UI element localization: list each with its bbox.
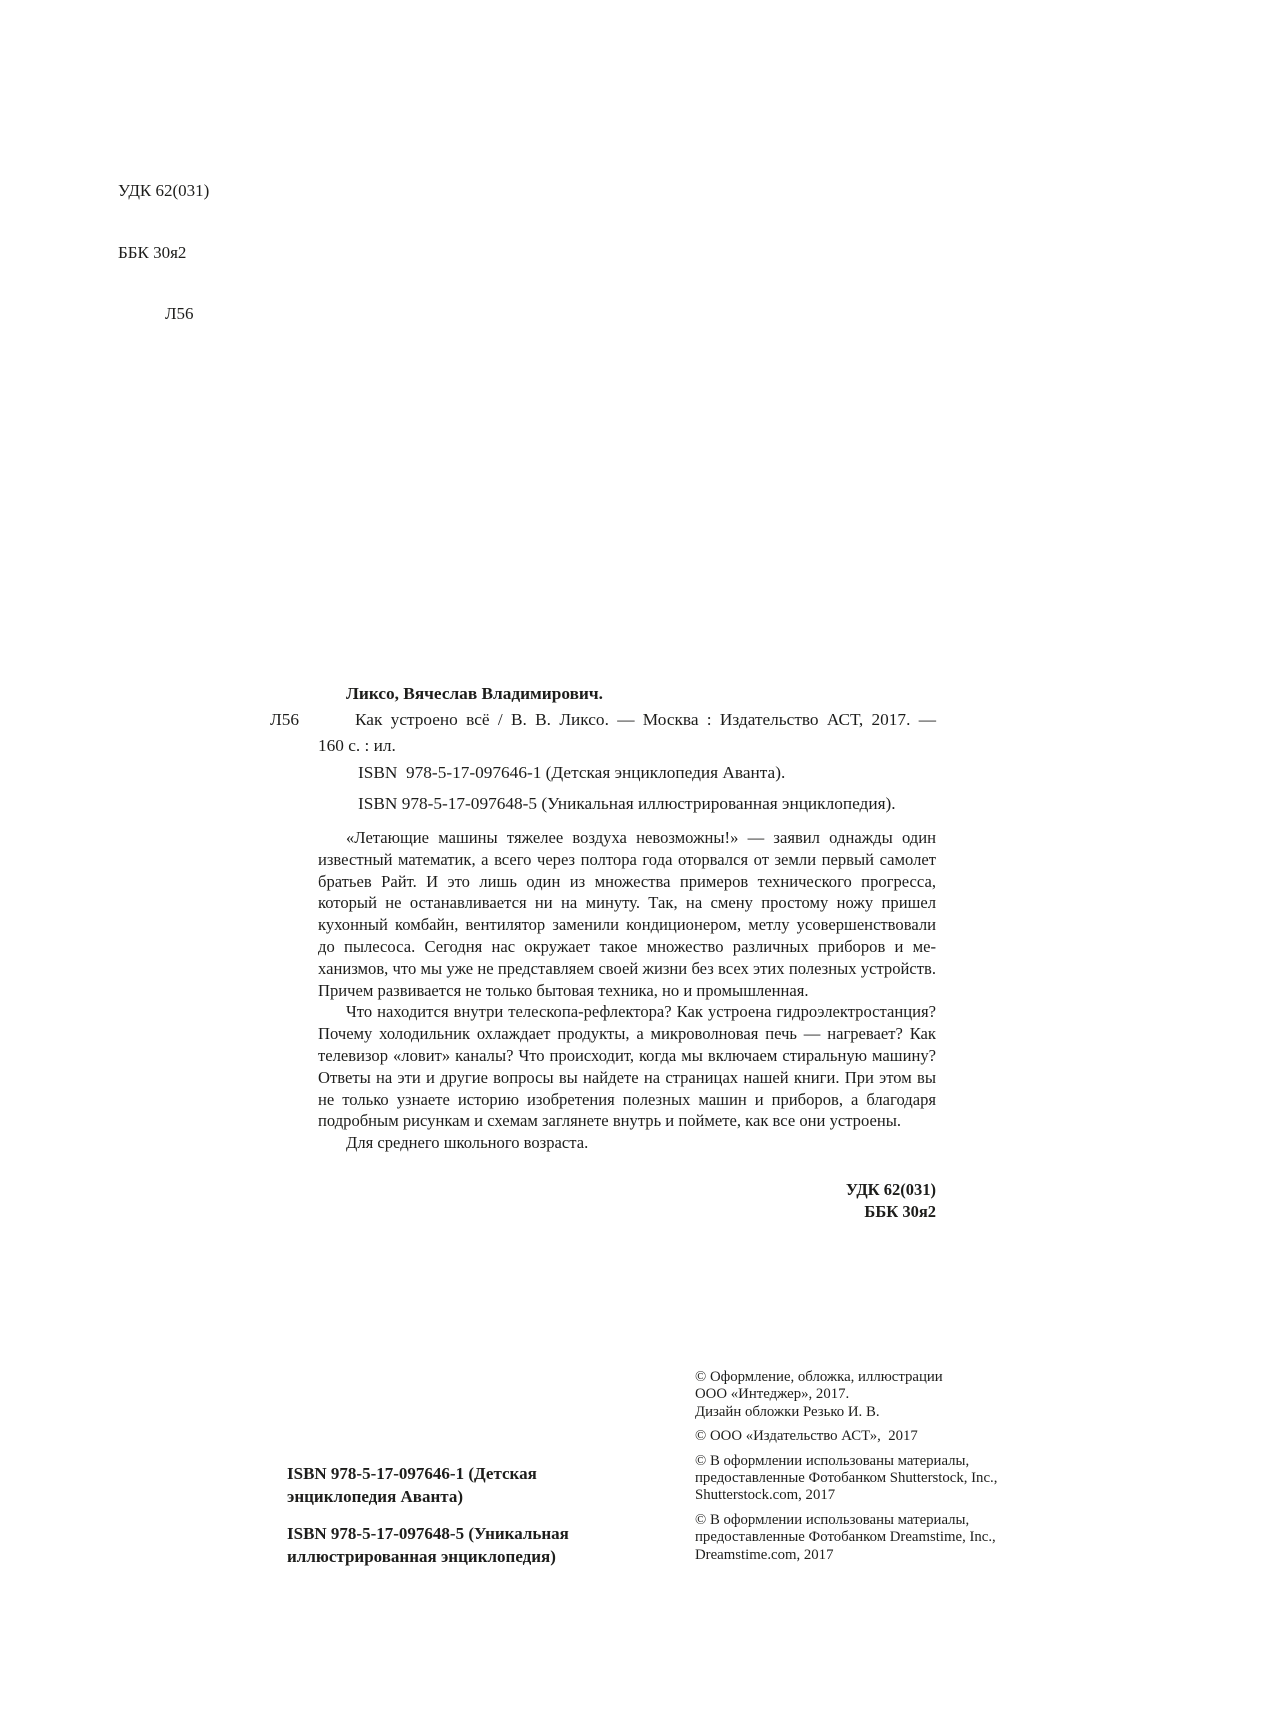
annotation-line: Для среднего школьного возраста.	[346, 1133, 589, 1153]
annotation-paragraph	[318, 1132, 936, 1154]
catalog-card	[270, 681, 936, 819]
text-line: Дизайн обложки Резько И. В.	[695, 1403, 880, 1420]
copyright-entry	[695, 1512, 997, 1564]
annotation-paragraph	[318, 827, 936, 1001]
text-line: предоставленные Фотобанком Shutterstock, Inc.,	[695, 1470, 998, 1487]
catalog-author-sign: Л56	[270, 710, 300, 729]
text-line: энциклопедия Аванта)	[287, 1487, 463, 1506]
copyright-block	[695, 1369, 997, 1564]
text-line: Dreamstime.com, 2017	[695, 1546, 834, 1563]
copyright-entry	[695, 1369, 997, 1421]
annotation-line: братьев Райт. И это лишь один из множества примеров технического прогресса,	[318, 871, 936, 891]
copyright-entry	[695, 1453, 997, 1505]
text-line: © Оформление, обложка, иллюстрации	[695, 1369, 943, 1385]
udk-bbk-right-block	[846, 1179, 936, 1223]
text-line: ISBN 978-5-17-097648-5 (Уникальная	[287, 1524, 569, 1543]
bbk-line-right: ББК 30я2	[864, 1202, 936, 1221]
bbk-line: ББК 30я2	[118, 242, 187, 262]
isbn-entry	[287, 1462, 569, 1508]
annotation-line: не только узнаете историю изобретения полезных машин и приборов, а благодаря	[318, 1089, 936, 1109]
copyright-entry	[695, 1428, 997, 1445]
annotation-line: Причем развивается не только бытовая техника, но и промышленная.	[318, 980, 809, 1000]
catalog-author: Ликсо, Вячеслав Владимирович.	[346, 684, 603, 703]
catalog-isbn-1: ISBN 978-5-17-097646-1 (Детская энциклопедия Аванта).	[358, 763, 786, 782]
text-line: © В оформлении использованы материалы,	[695, 1452, 970, 1469]
annotation-line: Почему холодильник охлаждает продукты, а микроволновая печь — нагревает? Как	[318, 1024, 936, 1044]
annotation-line: который не останавливается ни на минуту. Так, на смену простому ножу пришел	[318, 893, 936, 913]
text-line: © В оформлении использованы материалы,	[695, 1511, 970, 1528]
udk-line-right: УДК 62(031)	[845, 1180, 936, 1199]
annotation-line: Что находится внутри телескопа-рефлектора? Как устроена гидроэлектростанция?	[346, 1002, 936, 1022]
annotation-line: подробным рисункам и схемам заглянете внутрь и поймете, как все они устроены.	[318, 1111, 902, 1131]
catalog-title-text: Как устроено всё / В. В. Ликсо. — Москва : Издательство АСТ, 2017. —	[355, 710, 936, 729]
annotation-line: известный математик, а всего через полтора года оторвался от земли первый самолет	[318, 849, 936, 869]
text-line: ISBN 978-5-17-097646-1 (Детская	[287, 1464, 537, 1483]
text-line: © ООО «Издательство АСТ», 2017	[695, 1428, 918, 1445]
annotation-line: до пылесоса. Сегодня нас окружает такое множество различных приборов и ме-	[318, 936, 936, 956]
annotation-line: «Летающие машины тяжелее воздуха невозможны!» — заявил однажды один	[346, 828, 936, 847]
annotation-line: Ответы на эти и другие вопросы вы найдете на страницах нашей книги. При этом вы	[318, 1067, 936, 1087]
udk-bbk-top-block	[118, 140, 209, 366]
text-line: ООО «Интеджер», 2017.	[695, 1386, 850, 1403]
isbn-entry	[287, 1522, 569, 1568]
catalog-isbn-2: ISBN 978-5-17-097648-5 (Уникальная иллюстрированная энциклопедия).	[358, 793, 896, 813]
annotation-line: ханизмов, что мы уже не представляем своей жизни без всех этих полезных устройств.	[318, 958, 936, 978]
annotation	[318, 827, 936, 1154]
text-line: предоставленные Фотобанком Dreamstime, Inc.,	[695, 1529, 996, 1546]
author-sign: Л56	[165, 304, 194, 323]
catalog-collation: 160 с. : ил.	[318, 736, 396, 755]
udk-line: УДК 62(031)	[118, 181, 210, 200]
annotation-paragraph	[318, 1001, 936, 1132]
annotation-line: кухонный комбайн, вентилятор заменили кондиционером, метлу усовершенствовали	[318, 915, 936, 935]
annotation-line: телевизор «ловит» каналы? Что происходит, когда мы включаем стиральную машину?	[318, 1045, 936, 1065]
text-line: Shutterstock.com, 2017	[695, 1487, 836, 1504]
catalog-title-line	[270, 707, 936, 733]
text-line: иллюстрированная энциклопедия)	[287, 1547, 556, 1566]
isbn-footer	[287, 1462, 569, 1568]
